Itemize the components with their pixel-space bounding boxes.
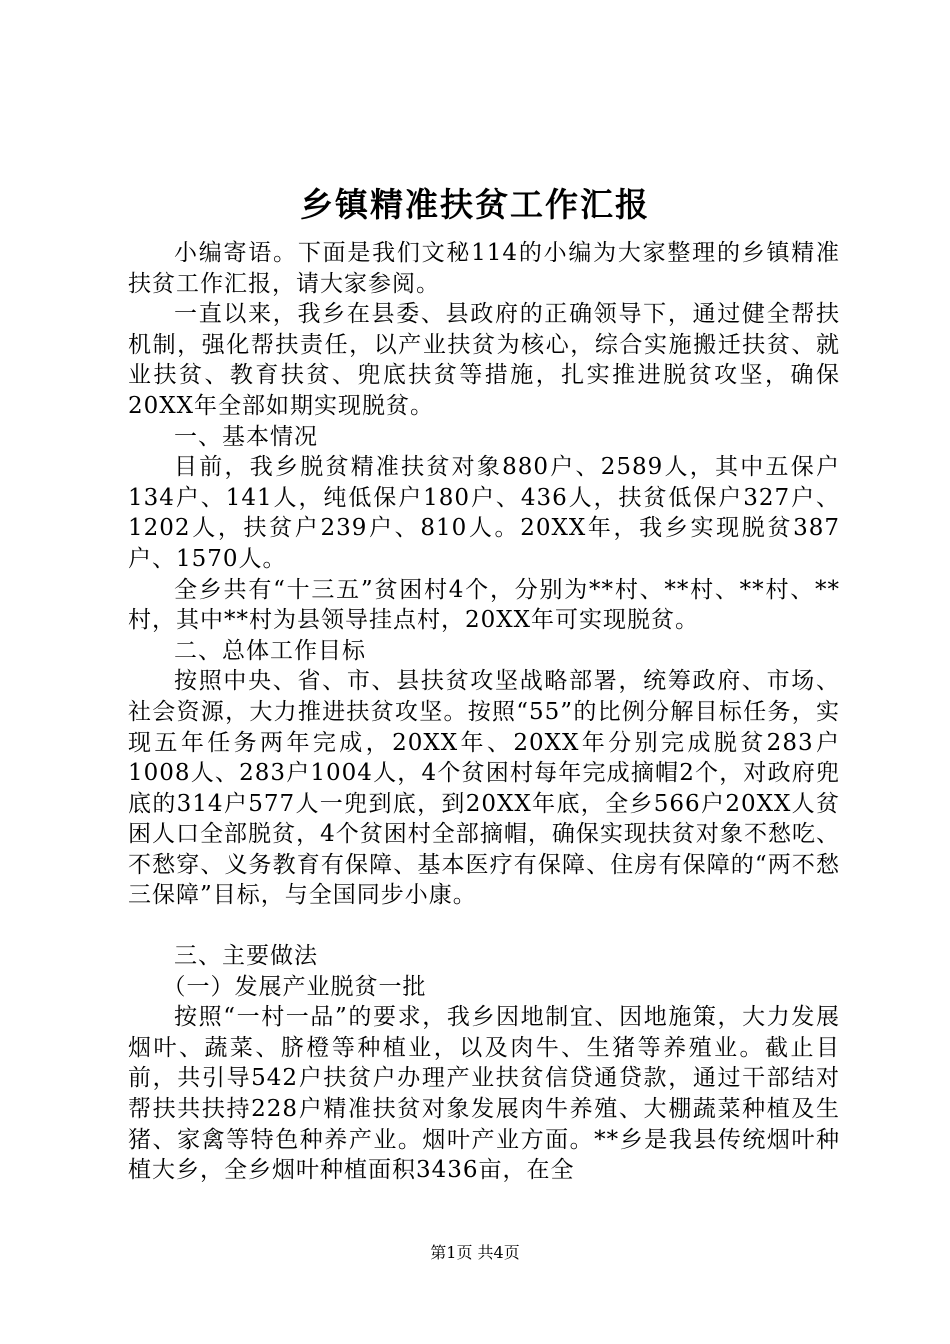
paragraph-overall-goals: 按照中央、省、市、县扶贫攻坚战略部署，统筹政府、市场、社会资源，大力推进扶贫攻坚。按照“55”的比例分解目标任务，实现五年任务两年完成，20XX年、20XX年分别完成脱贫283户1008人、283户1004人，4个贫困村每年完成摘帽2个，对政府兜底的314户577人一兜到底，到20XX年底，全乡566户20XX人贫困人口全部脱贫，4个贫困村全部摘帽，确保实现扶贫对象不愁吃、不愁穿、义务教育有保障、基本医疗有保障、住房有保障的“两不愁三保障”目标，与全国同步小康。 — [128, 668, 840, 909]
section-heading-main-practices: 三、主要做法 — [174, 943, 318, 970]
document-body — [128, 238, 840, 1186]
paragraph-basic-situation: 目前，我乡脱贫精准扶贫对象880户、2589人，其中五保户134户、141人，纯低保户180户、436人，扶贫低保户327户、1202人，扶贫户239户、810人。20XX年，我乡实现脱贫387户、1570人。 — [128, 454, 840, 572]
document-title: 乡镇精准扶贫工作汇报 — [300, 185, 650, 224]
paragraph-gap — [128, 911, 840, 941]
paragraph-industry: 按照“一村一品”的要求，我乡因地制宜、因地施策，大力发展烟叶、蔬菜、脐橙等种植业，以及肉牛、生猪等养殖业。截止目前，共引导542户扶贫户办理产业扶贫信贷通贷款，通过干部结对帮扶共扶持228户精准扶贫对象发展肉牛养殖、大棚蔬菜种植及生猪、家禽等特色种养产业。烟叶产业方面。**乡是我县传统烟叶种植大乡，全乡烟叶种植面积3436亩，在全 — [128, 1004, 840, 1184]
subsection-heading-industry: （一）发展产业脱贫一批 — [162, 973, 427, 1000]
section-heading-overall-goals: 二、总体工作目标 — [174, 637, 366, 664]
paragraph-poor-villages: 全乡共有“十三五”贫困村4个，分别为**村、**村、**村、**村，其中**村为县领导挂点村，20XX年可实现脱贫。 — [128, 576, 840, 634]
paragraph-overview: 一直以来，我乡在县委、县政府的正确领导下，通过健全帮扶机制，强化帮扶责任，以产业扶贫为核心，综合实施搬迁扶贫、就业扶贫、教育扶贫、兜底扶贫等措施，扎实推进脱贫攻坚，确保20XX年全部如期实现脱贫。 — [128, 301, 840, 419]
page-number-footer: 第1页 共4页 — [430, 1243, 520, 1262]
paragraph-intro: 小编寄语。下面是我们文秘114的小编为大家整理的乡镇精准扶贫工作汇报，请大家参阅。 — [128, 240, 840, 297]
section-heading-basic-situation: 一、基本情况 — [174, 423, 318, 450]
